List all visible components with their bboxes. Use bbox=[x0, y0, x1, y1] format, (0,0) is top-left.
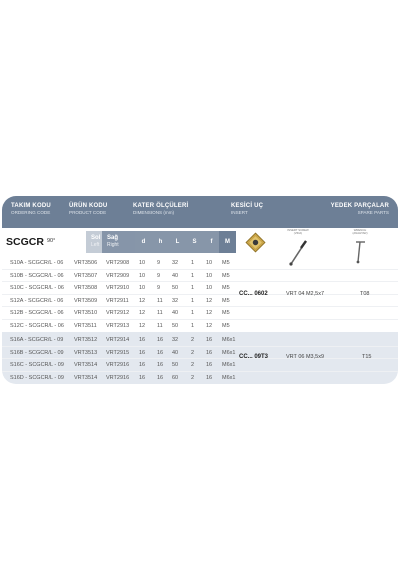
cell-s: 2 bbox=[191, 337, 195, 344]
wrench-caption: WRENCH (ANAHTAR) bbox=[352, 228, 368, 236]
cell-h: 16 bbox=[157, 349, 164, 356]
cell-left: VRT3513 bbox=[74, 349, 98, 356]
cell-left: VRT3511 bbox=[74, 323, 97, 329]
table-row bbox=[2, 371, 398, 384]
dim-header-s: S bbox=[186, 231, 203, 253]
table-row bbox=[2, 281, 398, 294]
cell-s: 1 bbox=[191, 285, 195, 292]
cell-right: VRT2909 bbox=[106, 272, 130, 279]
cell-code: S10C - SCGCR/L - 06 bbox=[10, 285, 64, 292]
cell-right: VRT2908 bbox=[106, 260, 130, 266]
cell-right: VRT2910 bbox=[106, 285, 130, 292]
table-header bbox=[2, 196, 398, 228]
cell-h: 9 bbox=[157, 260, 161, 266]
cell-f: 12 bbox=[206, 310, 213, 317]
cell-s: 1 bbox=[191, 323, 195, 329]
cell-left: VRT3506 bbox=[74, 260, 98, 266]
table-row bbox=[2, 306, 398, 319]
header-product-code: ÜRÜN KODU PRODUCT CODE bbox=[69, 203, 108, 215]
cell-d: 12 bbox=[139, 297, 146, 304]
table-row bbox=[2, 256, 398, 269]
cell-s: 2 bbox=[191, 374, 195, 381]
dim-header-f: f bbox=[203, 231, 220, 253]
cell-code: S10A - SCGCR/L - 06 bbox=[10, 260, 64, 266]
cell-f: 10 bbox=[206, 285, 213, 292]
cell-left: VRT3507 bbox=[74, 272, 98, 279]
cell-right: VRT2914 bbox=[106, 337, 130, 344]
cell-right: VRT2916 bbox=[106, 374, 130, 381]
cell-m: M5 bbox=[222, 260, 230, 266]
cell-d: 10 bbox=[139, 285, 146, 292]
cell-code: S12B - SCGCR/L - 06 bbox=[10, 310, 64, 317]
cell-s: 2 bbox=[191, 362, 195, 369]
cell-f: 10 bbox=[206, 260, 213, 266]
insert-icon bbox=[245, 232, 266, 253]
cell-f: 10 bbox=[206, 272, 213, 279]
cell-s: 2 bbox=[191, 349, 195, 356]
cell-l: 32 bbox=[172, 297, 179, 304]
cell-m: M6x1 bbox=[222, 374, 236, 381]
cell-m: M6x1 bbox=[222, 349, 236, 356]
cell-d: 16 bbox=[139, 349, 146, 356]
cell-f: 12 bbox=[206, 297, 213, 304]
cell-h: 16 bbox=[157, 374, 164, 381]
table-row bbox=[2, 358, 398, 371]
dim-header-l: L bbox=[169, 231, 186, 253]
cell-d: 12 bbox=[139, 323, 146, 329]
cell-l: 60 bbox=[172, 374, 179, 381]
wrench-code-09t3: T15 bbox=[362, 354, 372, 360]
cell-d: 10 bbox=[139, 272, 146, 279]
cell-f: 16 bbox=[206, 362, 213, 369]
subheader-left: Sol Left bbox=[86, 231, 119, 253]
cell-h: 11 bbox=[157, 297, 163, 304]
cell-s: 1 bbox=[191, 260, 195, 266]
cell-f: 12 bbox=[206, 323, 213, 329]
cell-code: S16C - SCGCR/L - 09 bbox=[10, 362, 64, 369]
cell-h: 9 bbox=[157, 272, 161, 279]
cell-h: 16 bbox=[157, 362, 164, 369]
cell-f: 16 bbox=[206, 337, 213, 344]
dim-header-h: h bbox=[152, 231, 169, 253]
cell-left: VRT3510 bbox=[74, 310, 98, 317]
cell-l: 32 bbox=[172, 260, 179, 266]
header-insert: KESİCİ UÇ INSERT bbox=[231, 203, 264, 215]
cell-d: 10 bbox=[139, 260, 146, 266]
cell-l: 50 bbox=[172, 285, 179, 292]
cell-h: 11 bbox=[157, 310, 163, 317]
cell-h: 16 bbox=[157, 337, 164, 344]
cell-h: 11 bbox=[157, 323, 163, 329]
insert-code-0602: CC... 0602 bbox=[239, 291, 268, 297]
cell-right: VRT2915 bbox=[106, 349, 130, 356]
screw-code-0602: VRT 04 M2,5x7 bbox=[286, 291, 325, 297]
cell-s: 1 bbox=[191, 272, 195, 279]
cell-l: 50 bbox=[172, 323, 179, 329]
header-ordering-code: TAKIM KODU ORDERING CODE bbox=[11, 203, 51, 215]
table-row bbox=[2, 319, 398, 332]
cell-left: VRT3512 bbox=[74, 337, 98, 344]
cell-left: VRT3514 bbox=[74, 374, 98, 381]
dim-header-m: M bbox=[219, 231, 236, 253]
dim-header-d: d bbox=[135, 231, 152, 253]
cell-right: VRT2913 bbox=[106, 323, 130, 329]
cell-m: M6x1 bbox=[222, 362, 236, 369]
cell-m: M5 bbox=[222, 272, 230, 279]
cell-code: S12C - SCGCR/L - 06 bbox=[10, 323, 64, 329]
cell-left: VRT3514 bbox=[74, 362, 98, 369]
cell-d: 12 bbox=[139, 310, 146, 317]
cell-l: 40 bbox=[172, 310, 179, 317]
cell-m: M5 bbox=[222, 323, 230, 329]
cell-code: S12A - SCGCR/L - 06 bbox=[10, 297, 64, 304]
insert-code-09t3: CC... 09T3 bbox=[239, 354, 269, 360]
table-row bbox=[2, 333, 398, 346]
cell-code: S10B - SCGCR/L - 06 bbox=[10, 272, 64, 279]
header-spare-parts: YEDEK PARÇALAR SPARE PARTS bbox=[330, 203, 389, 215]
cell-l: 32 bbox=[172, 337, 179, 344]
cell-code: S16B - SCGCR/L - 09 bbox=[10, 349, 64, 356]
cell-d: 16 bbox=[139, 337, 146, 344]
cell-f: 16 bbox=[206, 349, 213, 356]
cell-d: 16 bbox=[139, 374, 146, 381]
cell-m: M5 bbox=[222, 310, 230, 317]
cell-m: M5 bbox=[222, 297, 230, 304]
cell-right: VRT2911 bbox=[106, 297, 129, 304]
cell-code: S16D - SCGCR/L - 09 bbox=[10, 374, 64, 381]
cell-right: VRT2916 bbox=[106, 362, 130, 369]
screw-code-09t3: VRT 06 M3,5x9 bbox=[286, 354, 325, 360]
table-row bbox=[2, 294, 398, 307]
table-row bbox=[2, 269, 398, 282]
subheader-right: Sağ Right bbox=[102, 231, 135, 253]
cell-f: 16 bbox=[206, 374, 213, 381]
table-row bbox=[2, 346, 398, 359]
cell-l: 40 bbox=[172, 272, 179, 279]
cell-l: 40 bbox=[172, 349, 179, 356]
cell-m: M6x1 bbox=[222, 337, 236, 344]
family-title: SCGCR bbox=[6, 236, 44, 248]
cell-right: VRT2912 bbox=[106, 310, 130, 317]
header-dimensions: KATER ÖLÇÜLERİ DIMENSIONS (mm) bbox=[133, 203, 189, 215]
cell-m: M5 bbox=[222, 285, 230, 292]
cell-l: 50 bbox=[172, 362, 179, 369]
cell-s: 1 bbox=[191, 297, 195, 304]
cell-code: S16A - SCGCR/L - 09 bbox=[10, 337, 64, 344]
cell-h: 9 bbox=[157, 285, 161, 292]
cell-s: 1 bbox=[191, 310, 195, 317]
wrench-code-0602: T08 bbox=[360, 291, 370, 297]
cell-left: VRT3508 bbox=[74, 285, 98, 292]
cell-left: VRT3509 bbox=[74, 297, 98, 304]
family-angle: 90° bbox=[47, 238, 56, 244]
screw-caption: INSERT SCREW (VIDA) bbox=[287, 228, 309, 236]
cell-d: 16 bbox=[139, 362, 146, 369]
